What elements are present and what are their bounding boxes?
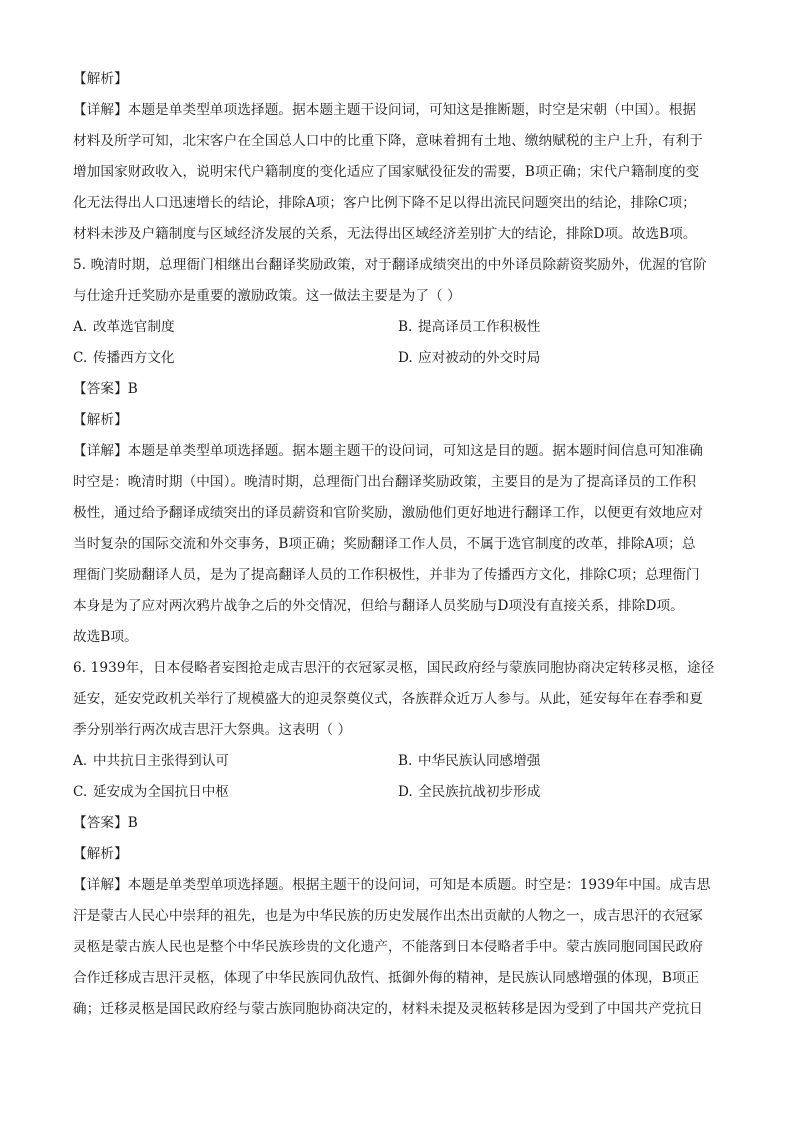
option-letter: B. xyxy=(398,753,413,769)
question-6-options-row-1 xyxy=(73,746,721,777)
q5-option-a xyxy=(73,312,398,343)
analysis-heading: 【解析】 xyxy=(73,412,128,428)
question-5-stem: 与仕途升迁奖励亦是重要的激励政策。这一做法主要是为了（ ） xyxy=(73,288,461,304)
option-text: 改革选官制度 xyxy=(93,319,175,335)
explanation-line: 故选B项。 xyxy=(73,629,138,645)
question-6-stem: 延安，延安党政机关举行了规模盛大的迎灵祭奠仪式，各族群众近万人参与。从此，延安每年在春季和夏 xyxy=(73,691,703,707)
explanation-line: 【详解】本题是单类型单项选择题。根据主题干的设问词，可知是本质题。时空是：1939年中国。成吉思 xyxy=(73,877,711,893)
explanation-line: 确；迁移灵柩是国民政府经与蒙古族同胞协商决定的，材料未提及灵柩转移是因为受到了中国共产党抗日 xyxy=(73,1001,703,1017)
question-6-options-row-2 xyxy=(73,777,721,808)
option-letter: C. xyxy=(73,784,88,800)
q5-option-b xyxy=(398,312,540,343)
explanation-line: 增加国家财政收入，说明宋代户籍制度的变化适应了国家赋役征发的需要，B项正确；宋代户籍制度的变 xyxy=(73,164,700,180)
option-letter: C. xyxy=(73,350,88,366)
option-letter: B. xyxy=(398,319,413,335)
option-text: 全民族抗战初步形成 xyxy=(418,784,541,800)
option-letter: D. xyxy=(398,784,413,800)
explanation-line: 【详解】本题是单类型单项选择题。据本题主题干设问词，可知这是推断题，时空是宋朝（中国）。根据 xyxy=(73,102,697,118)
explanation-line: 材料未涉及户籍制度与区域经济发展的关系，无法得出区域经济差别扩大的结论，排除D项。故选B项。 xyxy=(73,226,697,242)
option-text: 传播西方文化 xyxy=(93,350,175,366)
option-text: 中华民族认同感增强 xyxy=(418,753,541,769)
q6-option-a xyxy=(73,746,398,777)
explanation-line: 当时复杂的国际交流和外交事务，B项正确；奖励翻译工作人员，不属于选官制度的改革，排除A项；总 xyxy=(73,536,696,552)
explanation-line: 时空是：晚清时期（中国）。晚清时期，总理衙门出台翻译奖励政策，主要目的是为了提高译员的工作积 xyxy=(73,474,697,490)
analysis-heading: 【解析】 xyxy=(73,846,128,862)
q5-option-d xyxy=(398,343,540,374)
option-text: 应对被动的外交时局 xyxy=(418,350,541,366)
question-5-stem: 5. 晚清时期，总理衙门相继出台翻译奖励政策，对于翻译成绩突出的中外译员除薪资奖励外，优渥的官阶 xyxy=(73,257,707,273)
explanation-line: 极性，通过给予翻译成绩突出的译员薪资和官阶奖励，激励他们更好地进行翻译工作，以便更有效地应对 xyxy=(73,505,703,521)
explanation-line: 合作迁移成吉思汗灵柩，体现了中华民族同仇敌忾、抵御外侮的精神，是民族认同感增强的体现，B项正 xyxy=(73,970,700,986)
explanation-line: 材料及所学可知，北宋客户在全国总人口中的比重下降，意味着拥有土地、缴纳赋税的主户上升，有利于 xyxy=(73,133,703,149)
q6-option-b xyxy=(398,746,540,777)
q6-option-d xyxy=(398,777,540,808)
explanation-line: 汗是蒙古人民心中崇拜的祖先，也是为中华民族的历史发展作出杰出贡献的人物之一，成吉思汗的衣冠冢 xyxy=(73,908,703,924)
question-5-options-row-1 xyxy=(73,312,721,343)
explanation-line: 化无法得出人口迅速增长的结论，排除A项；客户比例下降不足以得出流民问题突出的结论，排除C项； xyxy=(73,195,696,211)
option-letter: D. xyxy=(398,350,413,366)
document-body xyxy=(73,64,721,1025)
question-6-stem: 季分别举行两次成吉思汗大祭典。这表明（ ） xyxy=(73,722,352,738)
option-text: 提高译员工作积极性 xyxy=(418,319,541,335)
option-letter: A. xyxy=(73,753,88,769)
explanation-line: 灵柩是蒙古族人民也是整个中华民族珍贵的文化遗产，不能落到日本侵略者手中。蒙古族同胞同国民政府 xyxy=(73,939,703,955)
answer-line: 【答案】B xyxy=(73,381,138,397)
option-text: 延安成为全国抗日中枢 xyxy=(93,784,229,800)
analysis-heading: 【解析】 xyxy=(73,71,128,87)
explanation-line: 【详解】本题是单类型单项选择题。据本题主题干的设问词，可知这是目的题。据本题时间信息可知准确 xyxy=(73,443,703,459)
question-5-options-row-2 xyxy=(73,343,721,374)
explanation-line: 本身是为了应对两次鸦片战争之后的外交情况，但给与翻译人员奖励与D项没有直接关系，排除D项。 xyxy=(73,598,684,614)
option-letter: A. xyxy=(73,319,88,335)
explanation-line: 理衙门奖励翻译人员，是为了提高翻译人员的工作积极性，并非为了传播西方文化，排除C项；总理衙门 xyxy=(73,567,700,583)
q5-option-c xyxy=(73,343,398,374)
q6-option-c xyxy=(73,777,398,808)
question-6-stem: 6. 1939年，日本侵略者妄图抢走成吉思汗的衣冠冢灵柩，国民政府经与蒙族同胞协商决定转移灵柩，途径 xyxy=(73,660,715,676)
option-text: 中共抗日主张得到认可 xyxy=(93,753,229,769)
answer-line: 【答案】B xyxy=(73,815,138,831)
